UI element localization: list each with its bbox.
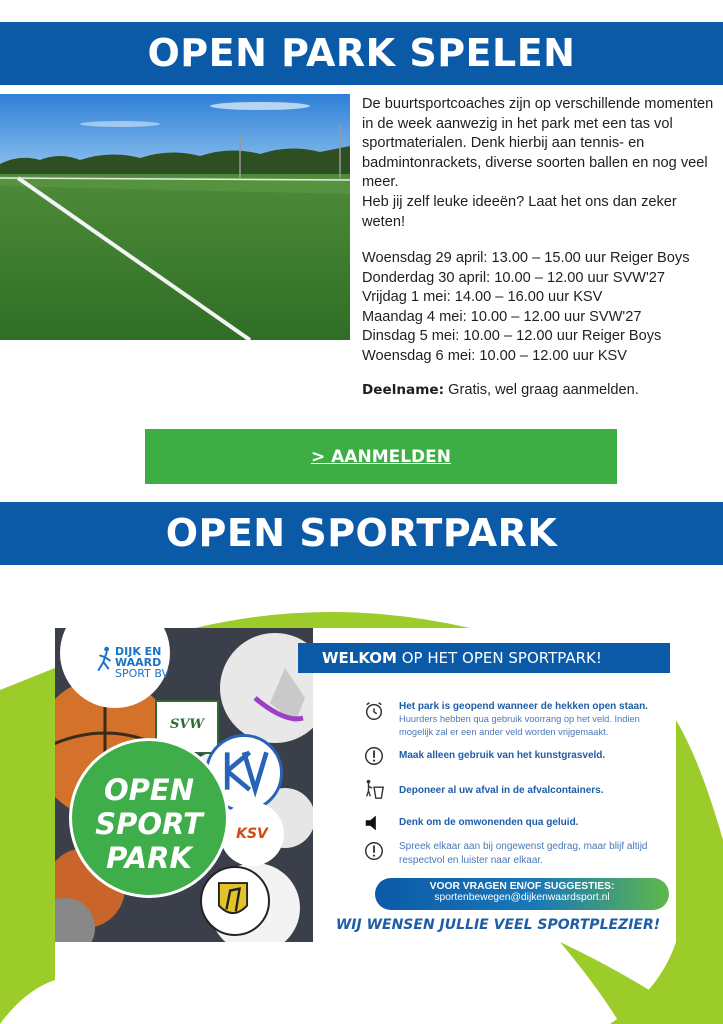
speaker-icon — [363, 812, 385, 834]
brand-line-1: DIJK EN — [115, 645, 162, 658]
rule-4-title: Denk om de omwonenden qua geluid. — [399, 817, 579, 828]
signup-link[interactable]: > AANMELDEN — [310, 446, 452, 467]
schedule-item: Donderdag 30 april: 10.00 – 12.00 uur SVW'27 — [362, 269, 665, 286]
participation-note — [362, 381, 639, 401]
brand-line-3: SPORT BV — [115, 667, 170, 680]
open-sportpark-poster — [55, 628, 676, 942]
reiger-boys-club-logo — [200, 866, 270, 936]
participation-text: Gratis, wel graag aanmelden. — [444, 382, 639, 398]
exclamation-icon — [363, 745, 385, 767]
schedule-item: Woensdag 29 april: 13.00 – 15.00 uur Reiger Boys — [362, 250, 690, 266]
closing-wish: WIJ WENSEN JULLIE VEEL SPORTPLEZIER! — [335, 917, 661, 933]
ksv-logo-text: KSV — [236, 826, 268, 842]
badge-line-2: SPORT — [95, 807, 203, 841]
runner-icon — [97, 642, 113, 682]
welcome-bold: WELKOM — [322, 649, 397, 667]
schedule-item: Vrijdag 1 mei: 14.00 – 16.00 uur KSV — [362, 289, 603, 306]
section-title-open-sportpark: OPEN SPORTPARK — [0, 502, 723, 565]
dijk-en-waard-logo — [97, 636, 187, 696]
sports-field-photo — [0, 94, 350, 340]
intro-text — [362, 95, 714, 232]
exclamation-icon — [363, 840, 385, 862]
participation-label: Deelname: — [362, 382, 445, 398]
brand-line-2: WAARD — [115, 656, 162, 669]
schedule-item: Dinsdag 5 mei: 10.00 – 12.00 uur Reiger Boys — [362, 328, 662, 345]
svw-logo-text: SVW — [169, 717, 205, 732]
section-title-open-park-spelen: OPEN PARK SPELEN — [0, 22, 723, 85]
schedule-item: Maandag 4 mei: 10.00 – 12.00 uur SVW'27 — [362, 308, 642, 325]
badge-line-3: PARK — [106, 841, 192, 875]
contact-pill — [375, 878, 669, 910]
rule-2-title: Maak alleen gebruik van het kunstgrasveld. — [399, 750, 606, 761]
intro-paragraph: De buurtsportcoaches zijn op verschillende momenten in de week aanwezig in het park met een tas vol sportmaterialen. Denk hierbij aan tennis- en badmintonrackets, diverse soorten ballen en nog veel meer. — [362, 96, 714, 191]
schedule-list — [362, 249, 717, 367]
heron-crest-icon — [202, 868, 264, 930]
welcome-bar — [298, 643, 670, 673]
trash-bin-icon — [363, 778, 385, 800]
poster-info-panel — [313, 628, 676, 942]
ksv-club-logo — [220, 802, 284, 866]
contact-heading: VOOR VRAGEN EN/OF SUGGESTIES: — [429, 881, 615, 892]
badge-line-1: OPEN — [104, 773, 194, 807]
welcome-rest: OP HET OPEN SPORTPARK! — [396, 649, 602, 667]
rule-5-detail: Spreek elkaar aan bij ongewenst gedrag, maar blijf altijd respectvol en luister naar elkaar. — [399, 841, 648, 866]
rule-1-detail: Huurders hebben qua gebruik voorrang op het veld. Indien mogelijk zal er een ander veld worden vrijgemaakt. — [399, 714, 640, 737]
open-sport-park-badge — [69, 738, 229, 898]
intro-call-to-action: Heb jij zelf leuke ideeën? Laat het ons dan zeker weten! — [362, 193, 677, 230]
contact-email[interactable]: sportenbewegen@dijkenwaardsport.nl — [434, 892, 610, 903]
rule-1-title: Het park is geopend wanneer de hekken open staan. — [399, 701, 648, 712]
alarm-clock-icon — [363, 700, 385, 722]
schedule-item: Woensdag 6 mei: 10.00 – 12.00 uur KSV — [362, 347, 628, 364]
rule-3-title: Deponeer al uw afval in de afvalcontainers. — [399, 785, 604, 796]
signup-button[interactable] — [145, 429, 617, 484]
